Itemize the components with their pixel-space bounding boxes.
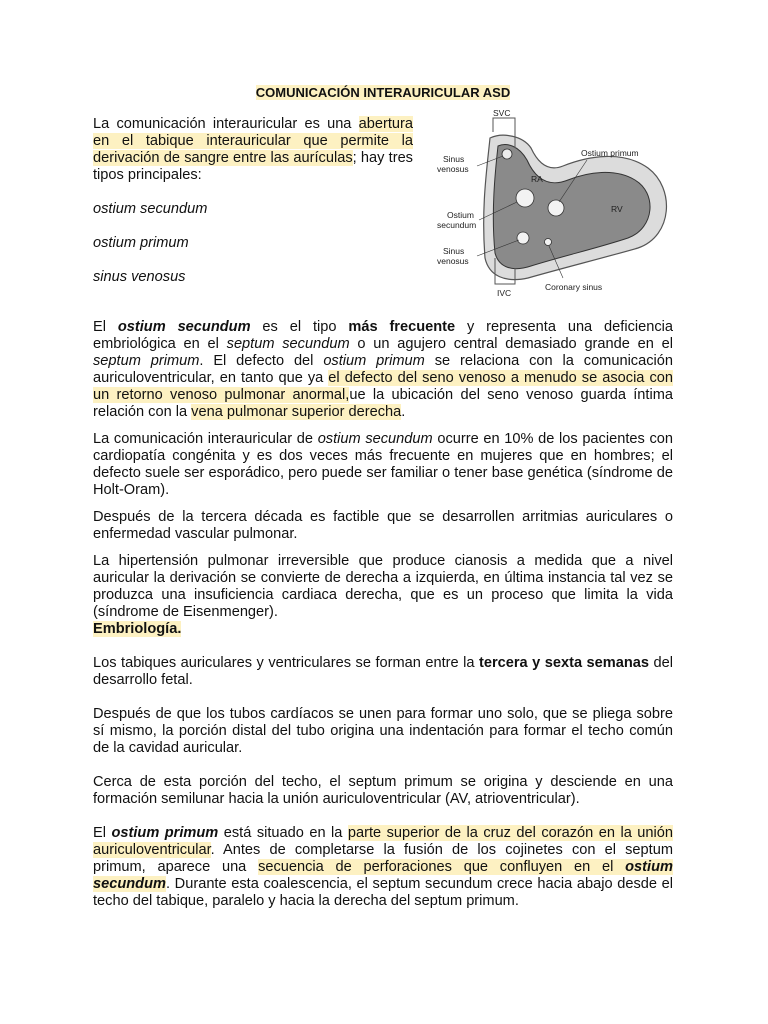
- type-ostium-primum: ostium primum: [93, 235, 189, 251]
- label-ivc: IVC: [497, 288, 512, 298]
- paragraph-septum-primum: Cerca de esta porción del techo, el septum primum se origina y desciende en una formación semilunar hacia la unión auriculoventricular (AV, atrioventricular).: [93, 774, 673, 807]
- coronary-sinus-defect: [545, 239, 552, 246]
- label-ostium-primum: Ostium primum: [581, 148, 639, 158]
- type-ostium-secundum: ostium secundum: [93, 201, 208, 217]
- label-venosus-bottom: venosus: [437, 256, 469, 266]
- label-sinus-top: Sinus: [443, 154, 465, 164]
- sinus-venosus-top-defect: [502, 149, 512, 159]
- paragraph-incidence: La comunicación interauricular de ostium secundum ocurre en 10% de los pacientes con cardiopatía congénita y es dos veces más frecuente en mujeres que en hombres; el defecto suele ser esporádico, pero puede ser familiar o tener base genética (síndrome de Holt-Oram).: [93, 431, 673, 498]
- paragraph-tabiques: Los tabiques auriculares y ventriculares se forman entre la tercera y sexta semanas del desarrollo fetal.: [93, 655, 674, 688]
- label-ostium-secundum-1: Ostium: [447, 210, 474, 220]
- ostium-primum-defect: [548, 200, 564, 216]
- document-title: COMUNICACIÓN INTERAURICULAR ASD: [255, 85, 511, 100]
- label-sinus-bottom: Sinus: [443, 246, 465, 256]
- paragraph-eisenmenger: La hipertensión pulmonar irreversible que produce cianosis a medida que a nivel auricular la derivación se convierte de derecha a izquierda, en última instancia tal vez se produzca una insuficiencia cardiaca derecha, que es un proceso que limita la vida (síndrome de Eisenmenger).: [93, 553, 673, 620]
- intro-section: [93, 108, 673, 319]
- heart-diagram: [423, 108, 673, 298]
- heart-diagram-svg: [423, 108, 673, 298]
- type-sinus-venosus: sinus venosus: [93, 269, 186, 285]
- label-coronary-sinus: Coronary sinus: [545, 282, 603, 292]
- ostium-secundum-defect: [516, 189, 534, 207]
- paragraph-arrhythmias: Después de la tercera década es factible que se desarrollen arritmias auriculares o enfermedad vascular pulmonar.: [93, 509, 673, 542]
- sinus-venosus-bottom-defect: [517, 232, 529, 244]
- label-svc: SVC: [493, 108, 511, 118]
- intro-paragraph: La comunicación interauricular es una abertura en el tabique interauricular que permite la derivación de sangre entre las aurículas; hay tres tipos principales:: [93, 116, 413, 183]
- paragraph-ostium-primum: El ostium primum está situado en la parte superior de la cruz del corazón en la unión auriculoventricular. Antes de completarse la fusión de los cojinetes con el septum primum, aparece una secuencia de perforaciones que confluyen en el ostium secundum. Durante esta coalescencia, el septum secundum crece hacia abajo desde el techo del tabique, paralelo y hacia la derecha del septum primum.: [93, 825, 673, 909]
- paragraph-ostium-secundum: El ostium secundum es el tipo más frecuente y representa una deficiencia embriológica en el septum secundum o un agujero central demasiado grande en el septum primum. El defecto del ostium primum se relaciona con la comunicación auriculoventricular, en tanto que ya el defecto del seno venoso a menudo se asocia con un retorno venoso pulmonar anormal,ue la ubicación del seno venoso guarda íntima relación con la vena pulmonar superior derecha.: [93, 319, 674, 420]
- label-ra: RA: [531, 174, 543, 184]
- asd-types-list: [93, 201, 413, 286]
- label-rv: RV: [611, 204, 623, 214]
- label-ostium-secundum-2: secundum: [437, 220, 477, 230]
- paragraph-tubos-cardiacos: Después de que los tubos cardíacos se unen para formar uno solo, que se pliega sobre sí mismo, la porción distal del tubo origina una indentación para formar el techo común de la cavidad auricular.: [93, 706, 673, 756]
- intro-text: [93, 116, 413, 286]
- document-page: [93, 84, 673, 920]
- heading-embriologia: Embriología.: [93, 621, 182, 637]
- label-venosus-top: venosus: [437, 164, 469, 174]
